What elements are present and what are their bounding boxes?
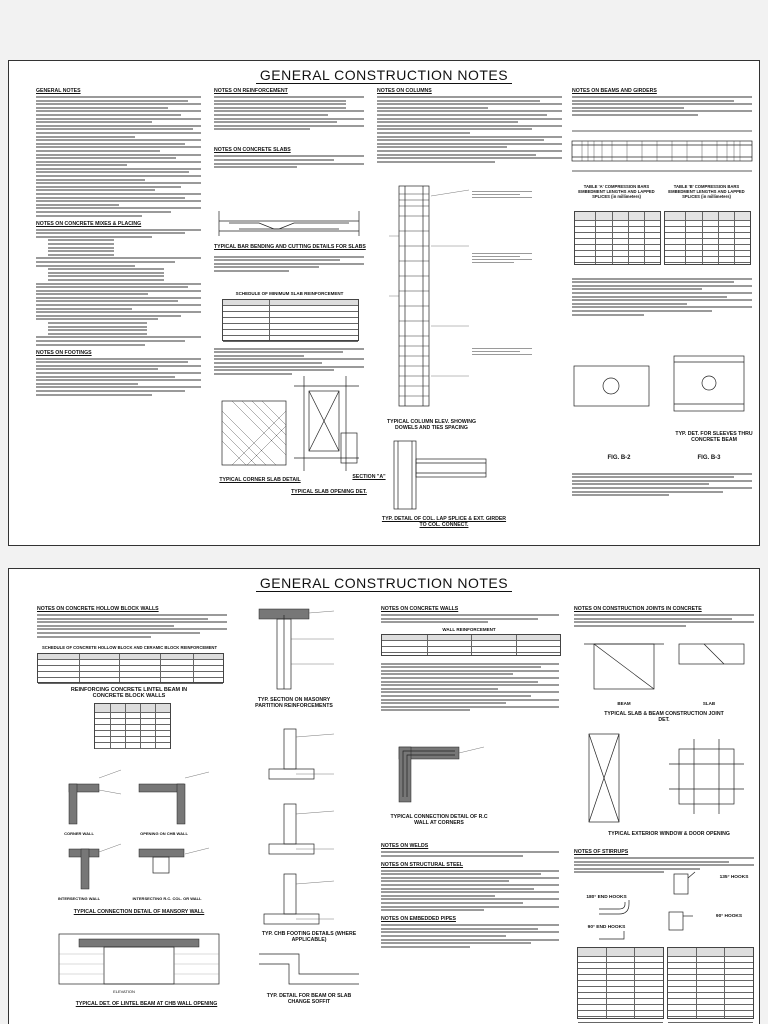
heading-general-notes: GENERAL NOTES (36, 88, 81, 94)
heading-notes-on-concrete-mixes: NOTES ON CONCRETE MIXES & PLACING (36, 220, 142, 227)
heading-notes-of-stirrups: NOTES OF STIRRUPS (574, 849, 629, 855)
caption-corner-slab: TYPICAL CORNER SLAB DETAIL (219, 477, 301, 483)
caption-opening-chb: OPENING ON CHB WALL (140, 831, 188, 836)
sheet-1 (8, 60, 760, 546)
heading-notes-on-beams: NOTES ON BEAMS AND GIRDERS (572, 88, 657, 94)
col-columns (377, 86, 562, 164)
heading-notes-on-footings: NOTES ON FOOTINGS (36, 349, 92, 356)
caption-sleeve-detail: TYP. DET. FOR SLEEVES THRU CONCRETE BEAM (675, 431, 753, 443)
heading-notes-on-columns: NOTES ON COLUMNS (377, 88, 432, 94)
caption-intersecting-wall: INTERSECTING WALL (57, 896, 101, 901)
chb-footing-drawing (259, 729, 369, 929)
table-lintel-beam (94, 703, 171, 749)
heading-notes-on-concrete-walls: NOTES ON CONCRETE WALLS (381, 606, 459, 612)
sleeve-detail-drawing (574, 346, 754, 421)
table-min-slab-reinforcement (222, 299, 359, 341)
col-welds-steel-pipes (381, 841, 559, 949)
table-wall-reinforcement (381, 634, 561, 656)
caption-window-door: TYPICAL EXTERIOR WINDOW & DOOR OPENING (608, 831, 730, 837)
slab-beam-joint-drawing (584, 624, 754, 699)
caption-drop-beam: TYP. DETAIL FOR BEAM OR SLAB CHANGE SOFFIT (266, 993, 352, 1005)
caption-schedule-chb: SCHEDULE OF CONCRETE HOLLOW BLOCK AND CERAMIC BLOCK REINFORCEMENT (41, 645, 218, 650)
caption-slab-beam-joint: TYPICAL SLAB & BEAM CONSTRUCTION JOINT DET. (604, 711, 724, 723)
caption-column-elevation: TYPICAL COLUMN ELEV. SHOWING DOWELS AND TIES SPACING (386, 419, 477, 431)
table-b-title: TABLE 'B' COMPRESSION BARS EMBEDMENT LENGTHS AND LAPPED SPLICES (in millimeters) (668, 184, 745, 199)
col-chb-walls (37, 604, 227, 639)
caption-rc-wall-corners: TYPICAL CONNECTION DETAIL OF R.C WALL AT CORNERS (390, 814, 488, 826)
caption-lintel-chb-opening: TYPICAL DET. OF LINTEL BEAM AT CHB WALL OPENING (75, 1001, 218, 1007)
heading-notes-on-welds: NOTES ON WELDS (381, 843, 429, 849)
corner-slab-detail-drawing (222, 401, 292, 471)
caption-col-lap-splice: TYP. DETAIL OF COL. LAP SPLICE & EXT. GIRDER TO COL. CONNECT. (381, 516, 507, 528)
table-chb-reinforcement (37, 653, 224, 683)
beam-girder-drawing (572, 123, 752, 178)
caption-slab: SLAB (702, 701, 716, 706)
caption-fig-b3: FIG. B-3 (697, 455, 721, 461)
caption-intersecting-rc: INTERSECTING R.C. COL. OR WALL (132, 896, 202, 901)
caption-section-a: SECTION "A" (352, 474, 386, 480)
table-hook-schedule-2 (667, 947, 754, 1019)
caption-lintel-beam: REINFORCING CONCRETE LINTEL BEAM IN CONCRETE BLOCK WALLS (70, 687, 188, 699)
col-general-notes (36, 86, 201, 397)
column-elevation-drawing (389, 186, 539, 416)
caption-slab-opening: TYPICAL SLAB OPENING DET. (291, 489, 367, 495)
caption-hooks-90: 90° HOOKS (715, 914, 743, 919)
caption-beam: BEAM (617, 701, 631, 706)
heading-notes-on-reinforcement: NOTES ON REINFORCEMENT (214, 88, 288, 94)
caption-masonry-wall-connection: TYPICAL CONNECTION DETAIL OF MANSORY WALL (73, 909, 205, 915)
sheet-1-title: GENERAL CONSTRUCTION NOTES (256, 67, 512, 84)
caption-schedule-min-slab: SCHEDULE OF MINIMUM SLAB REINFORCEMENT (235, 291, 344, 296)
window-door-opening-drawing (589, 734, 749, 824)
heading-notes-on-structural-steel: NOTES ON STRUCTURAL STEEL (381, 861, 464, 868)
slab-bar-detail-drawing (219, 201, 359, 241)
caption-corner-wall: CORNER WALL (64, 831, 94, 836)
caption-chb-footing: TYP. CHB FOOTING DETAILS (WHERE APPLICABLE) (261, 931, 357, 943)
table-a-title: TABLE 'A' COMPRESSION BARS EMBEDMENT LENGTHS AND LAPPED SPLICES (in millimeters) (578, 184, 655, 199)
heading-notes-on-embedded-pipes: NOTES ON EMBEDDED PIPES (381, 916, 456, 923)
col-beams (572, 86, 752, 118)
masonry-partition-drawing (249, 609, 339, 694)
caption-masonry-partition: TYP. SECTION ON MASONRY PARTITION REINFORCEMENTS (255, 697, 333, 709)
heading-notes-on-concrete-slabs: NOTES ON CONCRETE SLABS (214, 147, 291, 154)
caption-typical-bar-bending: TYPICAL BAR BENDING AND CUTTING DETAILS FOR SLABS (214, 244, 366, 250)
lintel-opening-drawing (59, 929, 229, 989)
heading-notes-on-construction-joints: NOTES ON CONSTRUCTION JOINTS IN CONCRETE (574, 606, 702, 612)
beam-soffit-drawing (259, 949, 369, 989)
col-lap-splice-drawing (384, 441, 504, 511)
col-reinforcement (214, 86, 364, 170)
caption-hooks-180: 180° END HOOKS (586, 895, 627, 900)
caption-elevation: ELEVATION (113, 989, 135, 994)
table-b (664, 211, 751, 265)
heading-notes-on-chb-walls: NOTES ON CONCRETE HOLLOW BLOCK WALLS (37, 606, 159, 612)
table-a (574, 211, 661, 265)
caption-hooks-90-end: 90° END HOOKS (587, 925, 626, 930)
stirrup-hooks-drawing (599, 874, 749, 949)
col-stirrups (574, 847, 754, 875)
sheet-2 (8, 568, 760, 1024)
caption-wall-reinforcement: WALL REINFORCEMENT (442, 627, 496, 632)
sheet-2-title: GENERAL CONSTRUCTION NOTES (256, 575, 512, 592)
col-concrete-walls (381, 604, 559, 625)
caption-fig-b2: FIG. B-2 (607, 455, 631, 461)
caption-hooks-135: 135° HOOKS (719, 875, 749, 880)
table-hook-schedule-1 (577, 947, 664, 1019)
rc-wall-corner-drawing (389, 737, 489, 812)
